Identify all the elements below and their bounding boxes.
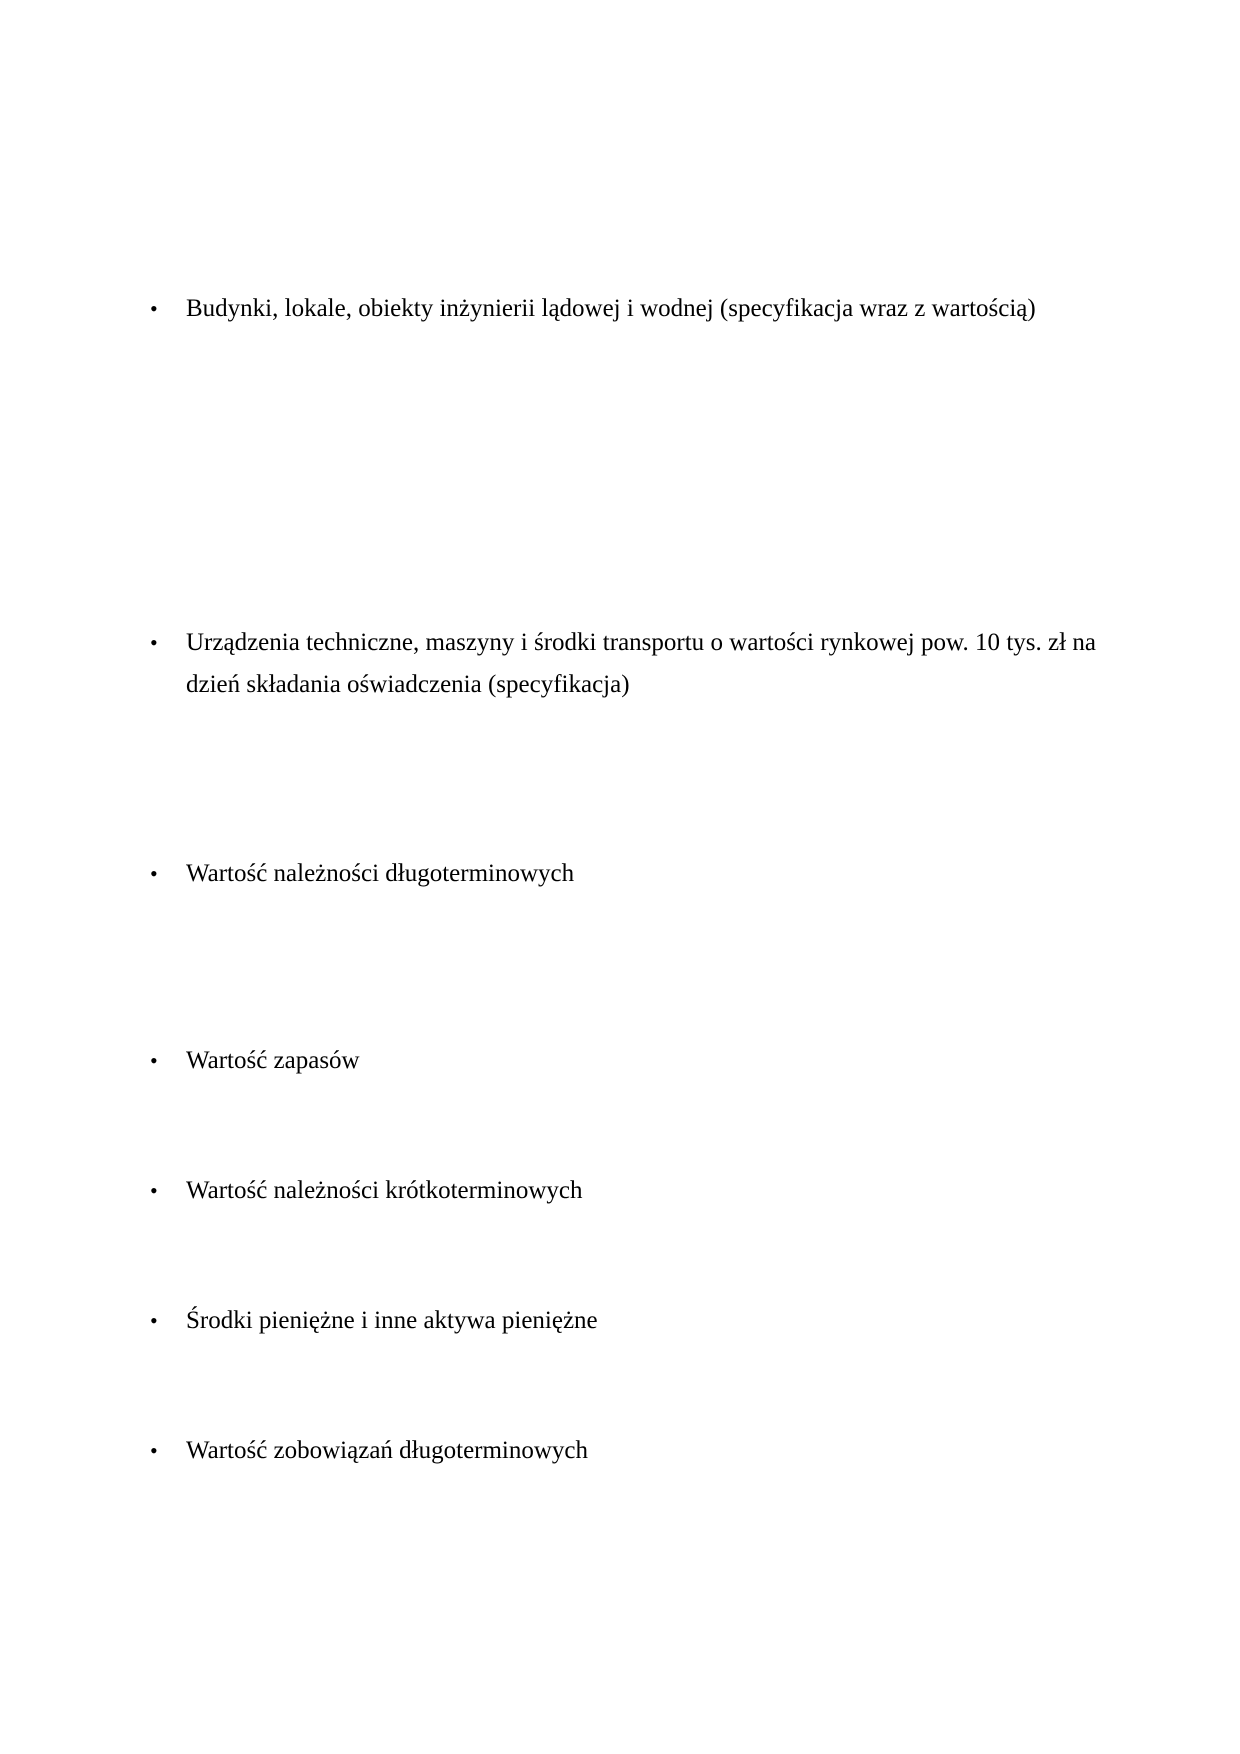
list-item (150, 622, 1096, 706)
list-item-text: Wartość zobowiązań długoterminowych (186, 1437, 589, 1464)
list-item (150, 1430, 1096, 1472)
bullet-icon: • (150, 861, 158, 886)
bullet-icon: • (150, 1178, 158, 1203)
list-item-text: Wartość zapasów (186, 1047, 360, 1074)
bullet-icon: • (150, 630, 158, 655)
list-item-text: Wartość należności krótkoterminowych (186, 1177, 583, 1204)
list-item-text: Wartość należności długoterminowych (186, 860, 575, 887)
list-item (150, 1040, 1096, 1082)
list-item-text: Urządzenia techniczne, maszyny i środki transportu o wartości rynkowej pow. 10 tys. zł na dzień składania oświadczenia (specyfikacja) (186, 629, 1096, 698)
list-item (150, 1170, 1096, 1212)
bullet-icon: • (150, 1308, 158, 1333)
list-item (150, 288, 1096, 330)
list-item-text: Środki pieniężne i inne aktywa pieniężne (186, 1307, 598, 1334)
list-item (150, 1300, 1096, 1342)
bullet-icon: • (150, 1048, 158, 1073)
bullet-icon: • (150, 296, 158, 321)
list-item (150, 853, 1096, 895)
list-item-text: Budynki, lokale, obiekty inżynierii lądowej i wodnej (specyfikacja wraz z wartością) (186, 295, 1036, 322)
bullet-icon: • (150, 1438, 158, 1463)
